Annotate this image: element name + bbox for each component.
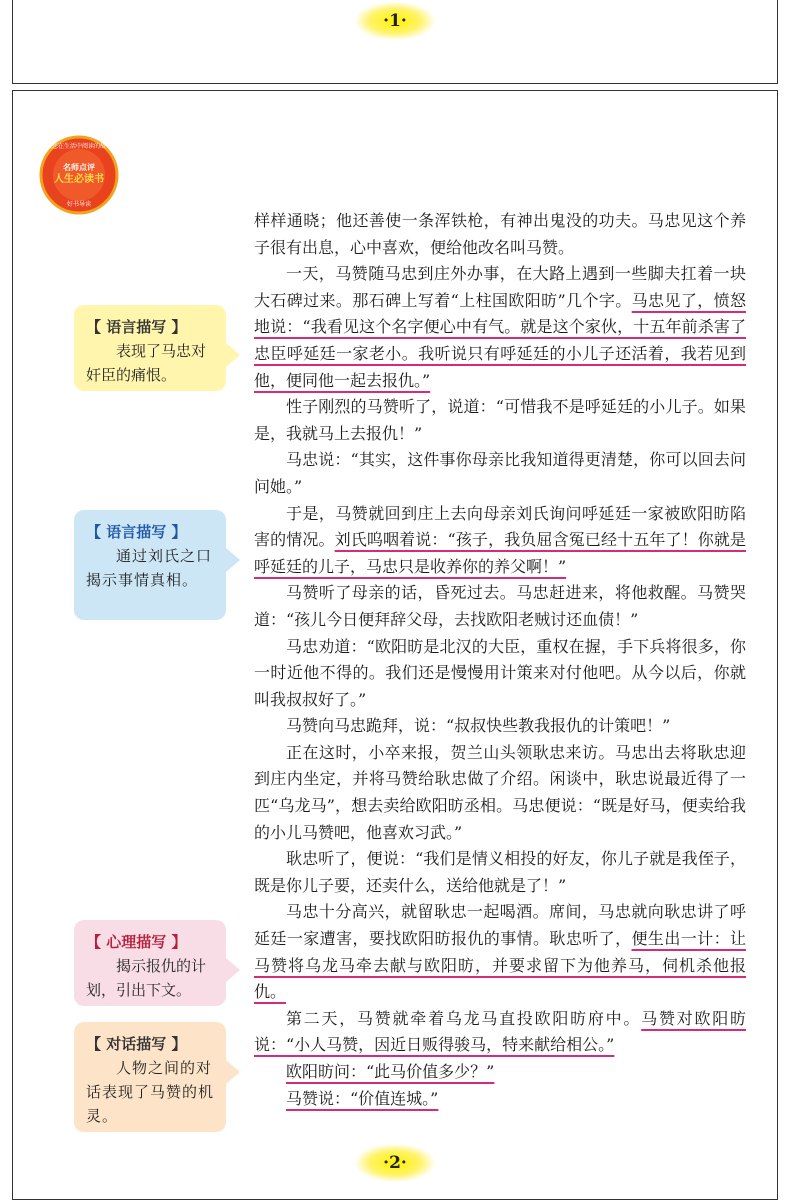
annotation-language-2 (74, 510, 226, 620)
badge-top-text: 教您在生活中阅读的故事 (45, 143, 113, 150)
paragraph: 马忠十分高兴，就留耿忠一起喝酒。席间，马忠就向耿忠讲了呼延廷一家遭害，要找欧阳昉报仇的事情。耿忠听了，便生出一计：让马赞将乌龙马牵去献与欧阳昉，并要求留下为他养马，伺机杀他报仇。 (254, 902, 746, 1002)
annotation-language-1 (74, 305, 226, 391)
annotation-body: 揭示报仇的计划，引出下文。 (86, 957, 207, 999)
story-text (254, 208, 746, 1112)
page-number-top: ·1· (355, 2, 435, 40)
paragraph: 马忠说：“其实，这件事你母亲比我知道得更清楚，你可以回去问问她。” (254, 450, 746, 496)
paragraph: 马赞向马忠跪拜，说：“叔叔快些教我报仇的计策吧！” (286, 716, 671, 736)
paragraph: 于是，马赞就回到庄上去向母亲刘氏询问呼延廷一家被欧阳昉陷害的情况。刘氏呜咽着说：“孩子，我负屈含冤已经十五年了！你就是呼延廷的儿子，马忠只是收养你的养父啊！” (254, 503, 746, 576)
paragraph: 马忠劝道：“欧阳昉是北汉的大臣，重权在握，手下兵将很多，你一时近他不得的。我们还是慢慢用计策来对付他吧。从今以后，你就叫我叔叔好了。” (254, 636, 746, 709)
annotation-tag: 【 对话描写 】 (86, 1035, 187, 1053)
underlined-passage: 马赞对欧阳昉说：“小人马赞，因近日贩得骏马，特来献给相公。” (254, 1008, 746, 1055)
paragraph: 马赞听了母亲的话，昏死过去。马忠赶进来，将他救醒。马赞哭道：“孩儿今日便拜辞父母，去找欧阳老贼讨还血债！” (254, 583, 746, 629)
annotation-body: 表现了马忠对奸臣的痛恨。 (86, 342, 207, 384)
annotation-psychology (74, 920, 226, 1006)
underlined-passage: 马忠见了，愤怒地说：“我看见这个名字便心中有气。就是这个家伙，十五年前杀害了忠臣呼延廷一家老小。我听说只有呼延廷的小儿子还活着，我若见到他，便同他一起去报仇。” (254, 290, 746, 390)
underlined-passage: 便生出一计：让马赞将乌龙马牵去献与欧阳昉，并要求留下为他养马，伺机杀他报仇。 (254, 929, 746, 1002)
annotation-body: 人物之间的对话表现了马赞的机灵。 (86, 1059, 215, 1125)
paragraph: 第二天，马赞就牵着乌龙马直投欧阳昉府中。马赞对欧阳昉说：“小人马赞，因近日贩得骏马，特来献给相公。” (254, 1008, 746, 1055)
underlined-passage: 欧阳昉问：“此马价值多少？” (286, 1062, 495, 1081)
paragraph (254, 1059, 746, 1086)
annotation-tag: 【 语言描写 】 (86, 318, 187, 336)
annotation-tag: 【 语言描写 】 (86, 523, 187, 541)
underlined-passage: 刘氏呜咽着说：“孩子，我负屈含冤已经十五年了！你就是呼延廷的儿子，马忠只是收养你的养父啊！” (254, 530, 746, 576)
paragraph: 样样通晓；他还善使一条浑铁枪，有神出鬼没的功夫。马忠见这个养子很有出息，心中喜欢，便给他改名叫马赞。 (254, 211, 746, 257)
book-series-badge-icon (36, 134, 122, 216)
paragraph: 一天，马赞随马忠到庄外办事，在大路上遇到一些脚夫扛着一块大石碑过来。那石碑上写着“上柱国欧阳昉”几个字。马忠见了，愤怒地说：“我看见这个名字便心中有气。就是这个家伙，十五年前杀害了忠臣呼延廷一家老小。我听说只有呼延廷的小儿子还活着，我若见到他，便同他一起去报仇。” (254, 264, 746, 390)
annotation-dialogue (74, 1022, 226, 1132)
paragraph: 耿忠听了，便说：“我们是情义相投的好友，你儿子就是我侄子，既是你儿子要，还卖什么，送给他就是了！” (254, 849, 746, 895)
annotation-body: 通过刘氏之口揭示事情真相。 (86, 547, 213, 589)
badge-main-top: 名师点评 (63, 163, 95, 172)
badge-bottom-text: 好书导读 (66, 201, 92, 208)
underlined-passage: 马赞说：“价值连城。” (286, 1088, 439, 1108)
paragraph: 正在这时，小卒来报，贺兰山头领耿忠来访。马忠出去将耿忠迎到庄内坐定，并将马赞给耿忠做了介绍。闲谈中，耿忠说最近得了一匹“乌龙马”，想去卖给欧阳昉丞相。马忠便说：“既是好马，便卖给我的小儿马赞吧，他喜欢习武。” (254, 742, 746, 842)
paragraph: 性子刚烈的马赞听了，说道：“可惜我不是呼延廷的小儿子。如果是，我就马上去报仇！” (254, 397, 746, 443)
annotation-tag: 【 心理描写 】 (86, 933, 187, 951)
paragraph (254, 1086, 746, 1113)
badge-main: 人生必读书 (54, 174, 104, 185)
page-number-bottom: ·2· (355, 1144, 435, 1182)
